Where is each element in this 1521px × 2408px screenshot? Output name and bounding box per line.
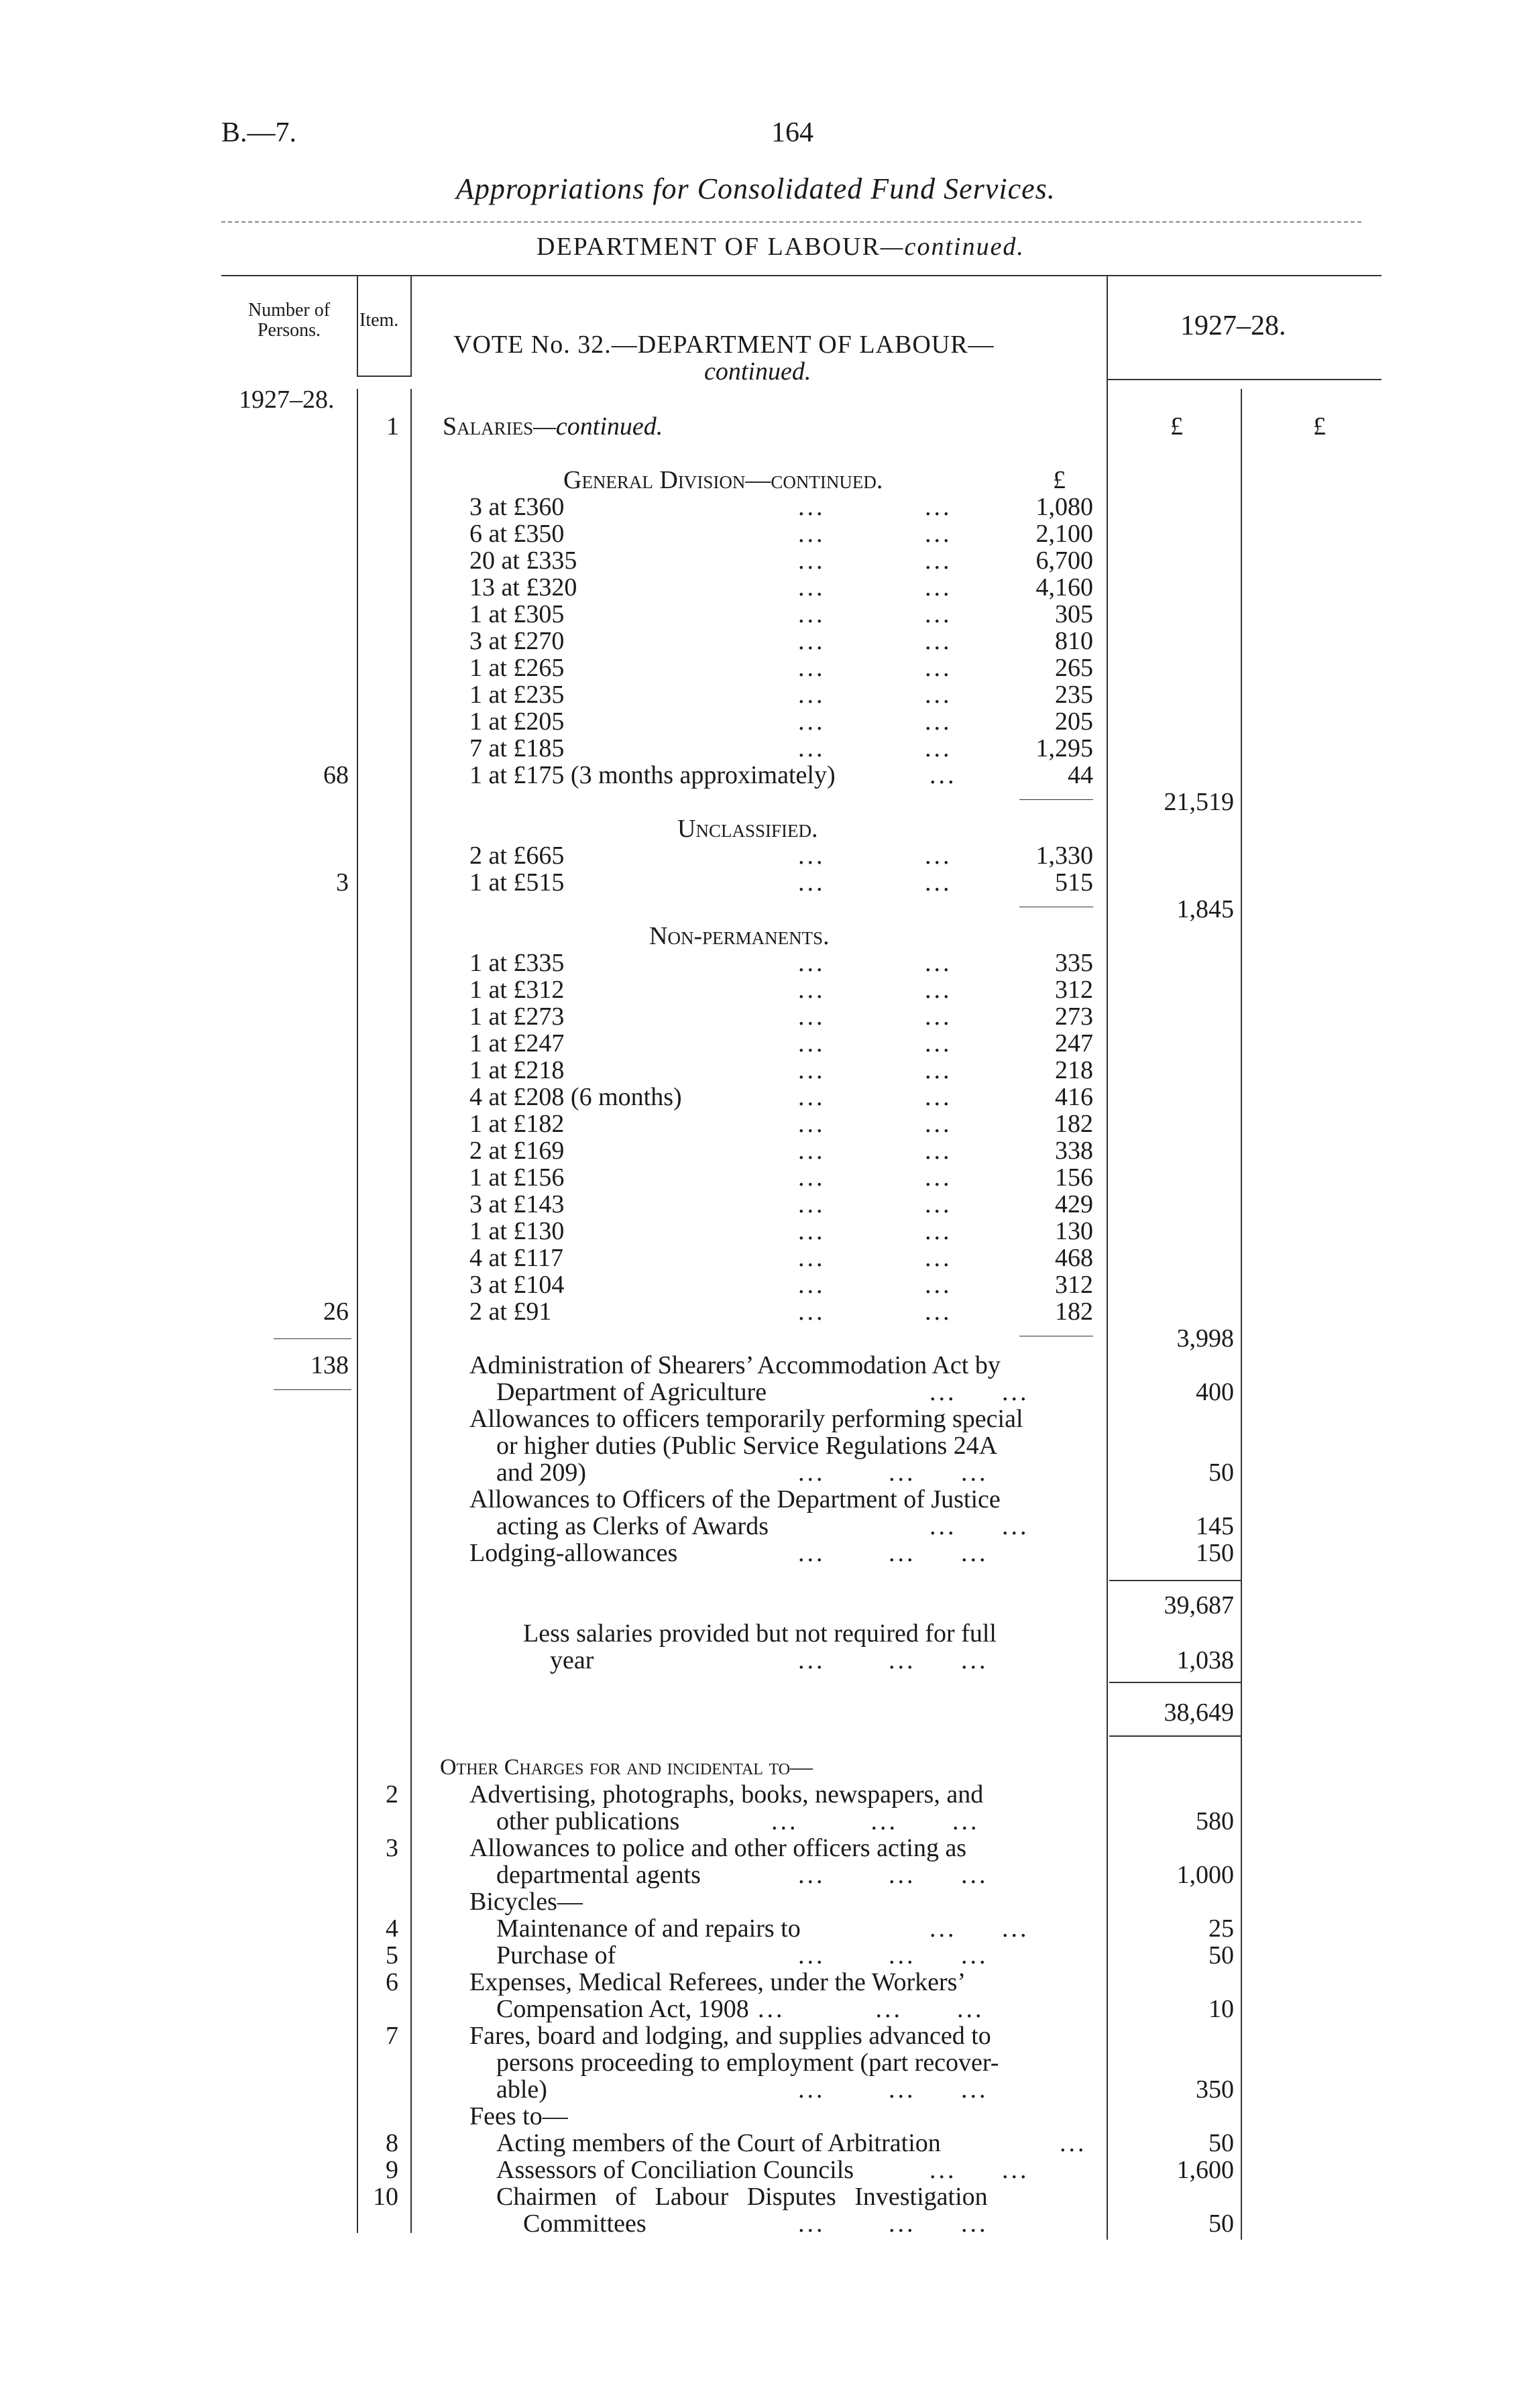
salary-scale-label: 1 at £130 [469,1217,565,1245]
police-dots: ... ... ... [798,1861,989,1889]
fares-amount: 350 [1196,2075,1234,2104]
leader-dots: ... ... [798,842,952,870]
year-head-rule [1107,379,1382,380]
general-last-amount: 44 [1068,761,1093,789]
advertising-line-2: other publications [496,1807,680,1835]
leader-dots: ... ... [798,1029,952,1057]
assessors-item: 9 [386,2156,398,2184]
salary-scale-label: 1 at £218 [469,1056,565,1084]
leader-dots: ... ... [798,1083,952,1111]
salary-scale-label: 6 at £350 [469,520,565,548]
salaries-continued: —continued. [533,412,663,441]
page-ref: B.—7. [221,117,297,148]
salary-scale-label: 4 at £208 (6 months) [469,1083,682,1111]
non-permanents-heading: Non-permanents. [649,922,830,950]
chairmen-dots: ... ... ... [798,2210,989,2238]
justice-line-1: Allowances to Officers of the Department of Justice [469,1485,1001,1513]
department-name: DEPARTMENT OF LABOUR [537,233,881,261]
persons-total-rule [274,1389,351,1390]
leader-dots: ... ... [798,493,952,521]
salary-scale-amount: 305 [1055,600,1093,628]
column-header-persons: Number of Persons. [247,300,331,341]
shearers-line-1: Administration of Shearers’ Accommodation Act by [469,1351,1001,1379]
salary-scale-label: 1 at £156 [469,1163,565,1192]
salary-scale-label: 1 at £205 [469,707,565,736]
bicycles-heading: Bicycles— [469,1888,583,1916]
salary-scale-amount: 265 [1055,654,1093,682]
purchase-dots: ... ... ... [798,1941,989,1969]
shearers-amount: 400 [1196,1378,1234,1406]
salary-scale-amount: 273 [1055,1002,1093,1031]
higher-duties-line-1: Allowances to officers temporarily performing special [469,1405,1023,1433]
unclassified-persons: 3 [336,868,349,897]
net-rule-bottom [1109,1735,1241,1737]
leader-dots: ... ... [798,1217,952,1245]
purchase-amount: 50 [1208,1941,1234,1969]
purchase-label: Purchase of [496,1941,616,1969]
unclassified-heading: Unclassified. [677,815,818,843]
lodging-dots: ... ... ... [798,1539,989,1567]
chairmen-line-2: Committees [523,2210,646,2238]
salary-scale-label: 7 at £185 [469,734,565,762]
other-charges-heading: Other Charges for and incidental to— [440,1755,813,1780]
salary-scale-amount: 312 [1055,976,1093,1004]
general-persons: 68 [323,761,349,789]
item-head-rule [357,376,412,377]
department-continued: —continued. [880,233,1025,261]
salary-scale-amount: 468 [1055,1244,1093,1272]
salary-scale-amount: 2,100 [1035,520,1093,548]
court-dots: ... [1060,2129,1087,2157]
less-amount: 1,038 [1176,1646,1234,1674]
leader-dots: ... ... [798,681,952,709]
salaries-label: Salaries [443,412,534,441]
col-divider-amount [1107,275,1108,2240]
medical-line-2: Compensation Act, 1908 [496,1995,749,2023]
maintenance-dots: ... ... [929,1914,1029,1943]
medical-amount: 10 [1208,1995,1234,2023]
subtotal-rule [1109,1580,1241,1581]
net-rule-top [1109,1682,1241,1683]
unclassified-total: 1,845 [1176,895,1234,923]
fares-item: 7 [386,2022,398,2050]
salary-scale-label: 2 at £665 [469,842,565,870]
higher-duties-amount: 50 [1208,1458,1234,1487]
assessors-dots: ... ... [929,2156,1029,2184]
pound-sign-amount: £ [1170,412,1183,441]
advertising-item: 2 [386,1780,398,1809]
chairmen-line-1: Chairmen of Labour Disputes Investigation [496,2183,988,2211]
salary-scale-label: 1 at £235 [469,681,565,709]
salary-scale-label: 1 at £247 [469,1029,565,1057]
lodging-amount: 150 [1196,1539,1234,1567]
leader-dots: ... ... [798,1002,952,1031]
chairmen-amount: 50 [1208,2210,1234,2238]
salary-scale-amount: 218 [1055,1056,1093,1084]
column-header-year: 1927–28. [1180,310,1286,341]
salary-scale-amount: 205 [1055,707,1093,736]
maintenance-label: Maintenance of and repairs to [496,1914,801,1943]
salary-scale-label: 3 at £360 [469,493,565,521]
column-header-item: Item. [359,310,399,331]
leader-dots: ... ... [798,1110,952,1138]
salaries-subtotal: 39,687 [1164,1591,1234,1619]
salary-scale-amount: 182 [1055,1298,1093,1326]
salary-scale-amount: 515 [1055,868,1093,897]
col-divider-total [1241,389,1242,2240]
general-division-heading: General Division—continued. [563,466,883,494]
court-label: Acting members of the Court of Arbitration [496,2129,941,2157]
salary-scale-amount: 416 [1055,1083,1093,1111]
leader-dots: ... ... [798,734,952,762]
police-amount: 1,000 [1176,1861,1234,1889]
salary-scale-label: 20 at £335 [469,547,577,575]
less-line-2: year [550,1646,594,1674]
pound-sign-detail: £ [1053,466,1066,494]
title-rule [221,221,1361,223]
fares-dots: ... ... ... [798,2075,989,2104]
leader-dots: ... ... [798,976,952,1004]
general-division-total: 21,519 [1164,788,1234,816]
general-last-label: 1 at £175 (3 months approximately) [469,761,836,789]
leader-dots: ... ... [798,1244,952,1272]
leader-dots: ... ... [798,1163,952,1192]
fares-line-2: persons proceeding to employment (part recover- [496,2049,999,2077]
shearers-line-2: Department of Agriculture [496,1378,767,1406]
salary-scale-label: 3 at £143 [469,1190,565,1218]
col-divider-item-head [410,275,412,376]
salary-scale-amount: 130 [1055,1217,1093,1245]
leader-dots: ... ... [798,1190,952,1218]
salary-scale-amount: 338 [1055,1137,1093,1165]
pound-sign-total: £ [1313,412,1326,441]
leader-dots: ... ... [798,654,952,682]
salary-scale-amount: 1,330 [1035,842,1093,870]
leader-dots: ... ... [798,1271,952,1299]
salary-scale-amount: 4,160 [1035,573,1093,601]
salary-scale-amount: 156 [1055,1163,1093,1192]
leader-dots: ... ... [798,547,952,575]
leader-dots: ... ... [798,707,952,736]
assessors-label: Assessors of Conciliation Councils [496,2156,854,2184]
non-permanents-total: 3,998 [1176,1324,1234,1353]
column-header-vote-continued: continued. [704,357,811,386]
higher-duties-line-3: and 209) [496,1458,587,1487]
page-number: 164 [771,117,813,148]
salary-scale-label: 4 at £117 [469,1244,564,1272]
medical-dots: ... ... ... [758,1995,984,2023]
higher-duties-line-2: or higher duties (Public Service Regulations 24A [496,1432,998,1460]
police-item: 3 [386,1834,398,1862]
salaries-heading [443,413,663,440]
maintenance-item: 4 [386,1914,398,1943]
non-permanents-persons: 26 [323,1298,349,1326]
salary-scale-label: 1 at £265 [469,654,565,682]
general-sum-rule [1019,799,1093,800]
medical-line-1: Expenses, Medical Referees, under the Workers’ [469,1968,966,1996]
maintenance-amount: 25 [1208,1914,1234,1943]
salary-scale-label: 2 at £169 [469,1137,565,1165]
salary-scale-amount: 1,295 [1035,734,1093,762]
medical-item: 6 [386,1968,398,1996]
leader-dots: ... ... [798,1298,952,1326]
column-header-vote: VOTE No. 32.—DEPARTMENT OF LABOUR— [453,331,995,359]
col-divider-persons [357,389,358,2233]
total-persons: 138 [311,1351,349,1379]
page-title: Appropriations for Consolidated Fund Services. [456,172,1056,205]
justice-dots: ... ... [929,1512,1029,1540]
fares-line-3: able) [496,2075,547,2104]
salary-scale-label: 1 at £515 [469,868,565,897]
column-year-left: 1927–28. [239,386,335,414]
purchase-item: 5 [386,1941,398,1969]
salary-scale-amount: 182 [1055,1110,1093,1138]
salary-scale-label: 3 at £270 [469,627,565,655]
court-item: 8 [386,2129,398,2157]
salary-scale-amount: 429 [1055,1190,1093,1218]
less-dots: ... ... ... [798,1646,989,1674]
general-last-dots: ... [929,761,957,789]
salary-scale-label: 1 at £305 [469,600,565,628]
fares-line-1: Fares, board and lodging, and supplies advanced to [469,2022,991,2050]
advertising-amount: 580 [1196,1807,1234,1835]
salary-scale-label: 1 at £182 [469,1110,565,1138]
leader-dots: ... ... [798,520,952,548]
salary-scale-label: 1 at £312 [469,976,565,1004]
leader-dots: ... ... [798,868,952,897]
higher-duties-dots: ... ... ... [798,1458,989,1487]
shearers-dots: ... ... [929,1378,1029,1406]
leader-dots: ... ... [798,573,952,601]
salary-scale-label: 3 at £104 [469,1271,565,1299]
assessors-amount: 1,600 [1176,2156,1234,2184]
salary-scale-amount: 6,700 [1035,547,1093,575]
justice-line-2: acting as Clerks of Awards [496,1512,769,1540]
table-top-rule [221,275,1382,276]
salary-scale-label: 2 at £91 [469,1298,552,1326]
salaries-net-total: 38,649 [1164,1699,1234,1727]
court-amount: 50 [1208,2129,1234,2157]
salary-scale-amount: 335 [1055,949,1093,977]
lodging-label: Lodging-allowances [469,1539,678,1567]
salary-scale-amount: 247 [1055,1029,1093,1057]
col-divider-persons-head [357,275,358,376]
salary-scale-amount: 1,080 [1035,493,1093,521]
leader-dots: ... ... [798,600,952,628]
leader-dots: ... ... [798,1137,952,1165]
salary-scale-label: 1 at £273 [469,1002,565,1031]
police-line-2: departmental agents [496,1861,701,1889]
chairmen-item: 10 [373,2183,398,2211]
advertising-line-1: Advertising, photographs, books, newspapers, and [469,1780,984,1809]
leader-dots: ... ... [798,1056,952,1084]
salary-scale-label: 1 at £335 [469,949,565,977]
department-heading [537,233,1025,260]
salary-scale-amount: 312 [1055,1271,1093,1299]
salary-scale-amount: 810 [1055,627,1093,655]
col-divider-item [410,389,412,2233]
leader-dots: ... ... [798,949,952,977]
police-line-1: Allowances to police and other officers acting as [469,1834,967,1862]
salary-scale-label: 13 at £320 [469,573,577,601]
fees-heading: Fees to— [469,2102,568,2130]
leader-dots: ... ... [798,627,952,655]
justice-amount: 145 [1196,1512,1234,1540]
salary-scale-amount: 235 [1055,681,1093,709]
advertising-dots: ... ... ... [771,1807,980,1835]
less-line-1: Less salaries provided but not required for full [523,1619,997,1648]
persons-sum-rule [274,1338,351,1339]
salaries-item-number: 1 [386,412,399,441]
